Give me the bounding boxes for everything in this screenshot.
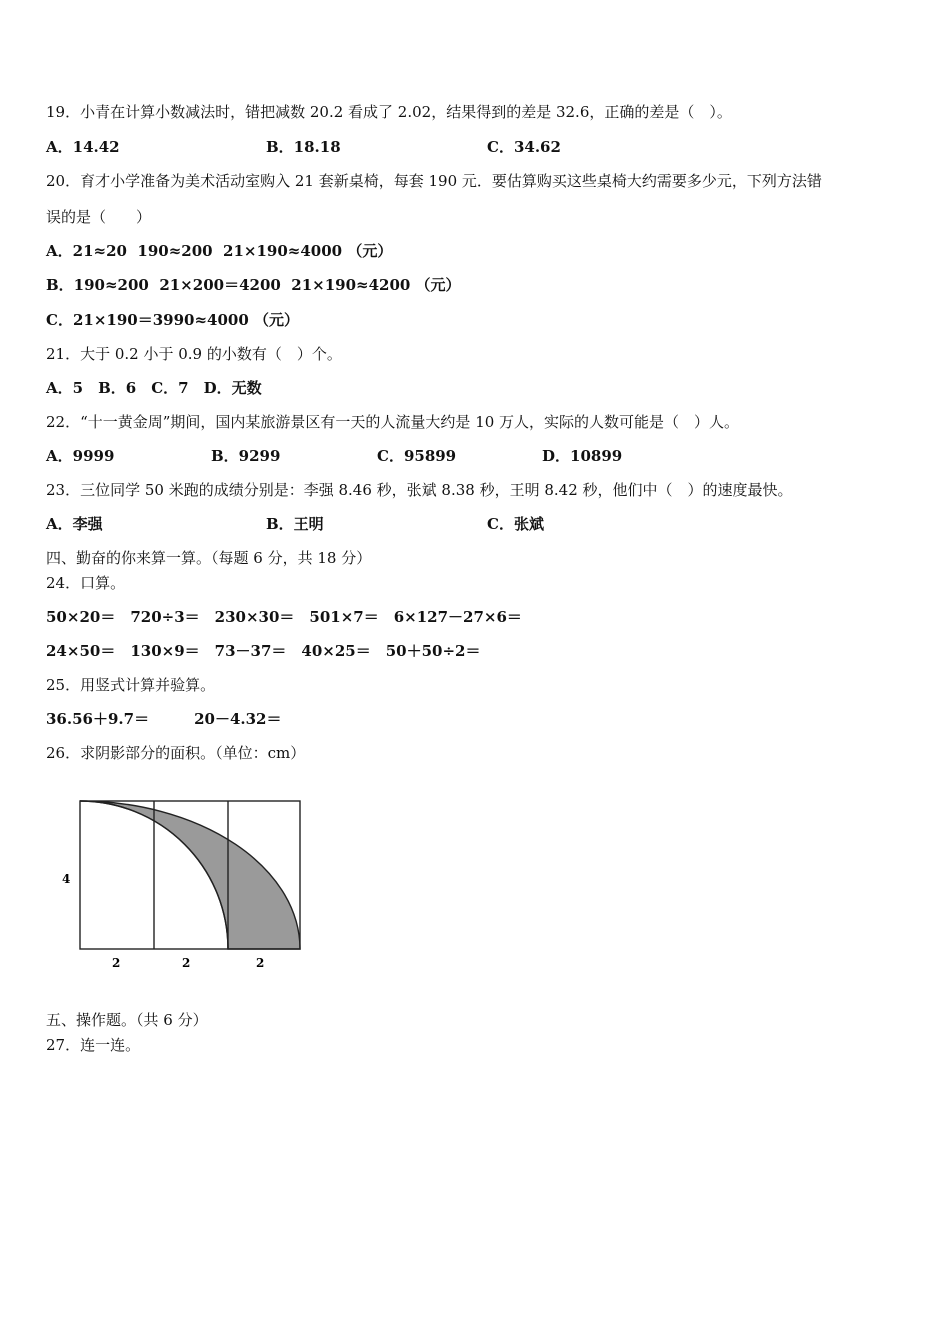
q20-option-b[interactable]: B．190≈200 21×200＝4200 21×190≈4200 （元） — [46, 276, 461, 294]
q23-option-a[interactable]: A．李强 — [46, 515, 103, 533]
q22-option-c[interactable]: C．95899 — [377, 447, 457, 465]
width-label-2: 2 — [182, 956, 191, 970]
q24-row1: 50×20＝ 720÷3＝ 230×30＝ 501×7＝ 6×127－27×6＝ — [46, 608, 522, 626]
q23-option-b[interactable]: B．王明 — [266, 515, 324, 533]
q22-option-b[interactable]: B．9299 — [211, 447, 281, 465]
q23-stem: 23．三位同学 50 米跑的成绩分别是：李强 8.46 秒，张斌 8.38 秒，王明 8.42 秒，他们中（ ）的速度最快。 — [46, 481, 793, 499]
q20-stem-line2: 误的是（ ） — [46, 208, 152, 226]
q20-option-c[interactable]: C．21×190＝3990≈4000 （元） — [46, 311, 299, 329]
section-4-title: 四、勤奋的你来算一算。（每题 6 分，共 18 分） — [46, 549, 372, 567]
height-label: 4 — [62, 872, 71, 886]
q25-row: 36.56＋9.7＝ 20－4.32＝ — [46, 710, 282, 728]
q21-options[interactable]: A．5 B．6 C．7 D．无数 — [46, 379, 262, 397]
q26-shaded-area-figure — [58, 792, 318, 982]
q23-option-c[interactable]: C．张斌 — [487, 515, 544, 533]
q19-option-b[interactable]: B．18.18 — [266, 138, 341, 156]
section-5-title: 五、操作题。（共 6 分） — [46, 1011, 208, 1029]
q19-option-c[interactable]: C．34.62 — [487, 138, 561, 156]
q19-stem: 19．小青在计算小数减法时，错把减数 20.2 看成了 2.02，结果得到的差是 32.6，正确的差是（ ）。 — [46, 103, 732, 121]
q27-stem: 27．连一连。 — [46, 1036, 141, 1054]
q25-stem: 25．用竖式计算并验算。 — [46, 676, 216, 694]
q19-option-a[interactable]: A．14.42 — [46, 138, 120, 156]
q20-option-a[interactable]: A．21≈20 190≈200 21×190≈4000 （元） — [46, 242, 393, 260]
q20-stem-line1: 20．育才小学准备为美术活动室购入 21 套新桌椅，每套 190 元．要估算购买这些桌椅大约需要多少元，下列方法错 — [46, 172, 822, 190]
q24-row2: 24×50＝ 130×9＝ 73－37＝ 40×25＝ 50＋50÷2＝ — [46, 642, 481, 660]
shaded-region — [80, 801, 300, 949]
q26-stem: 26．求阴影部分的面积。（单位：cm） — [46, 744, 306, 762]
q22-option-d[interactable]: D．10899 — [542, 447, 623, 465]
width-label-3: 2 — [256, 956, 265, 970]
q22-option-a[interactable]: A．9999 — [46, 447, 115, 465]
width-label-1: 2 — [112, 956, 121, 970]
q21-stem: 21．大于 0.2 小于 0.9 的小数有（ ）个。 — [46, 345, 342, 363]
q22-stem: 22．“十一黄金周”期间，国内某旅游景区有一天的人流量大约是 10 万人，实际的人数可能是（ ）人。 — [46, 413, 740, 431]
q24-stem: 24．口算。 — [46, 574, 126, 592]
